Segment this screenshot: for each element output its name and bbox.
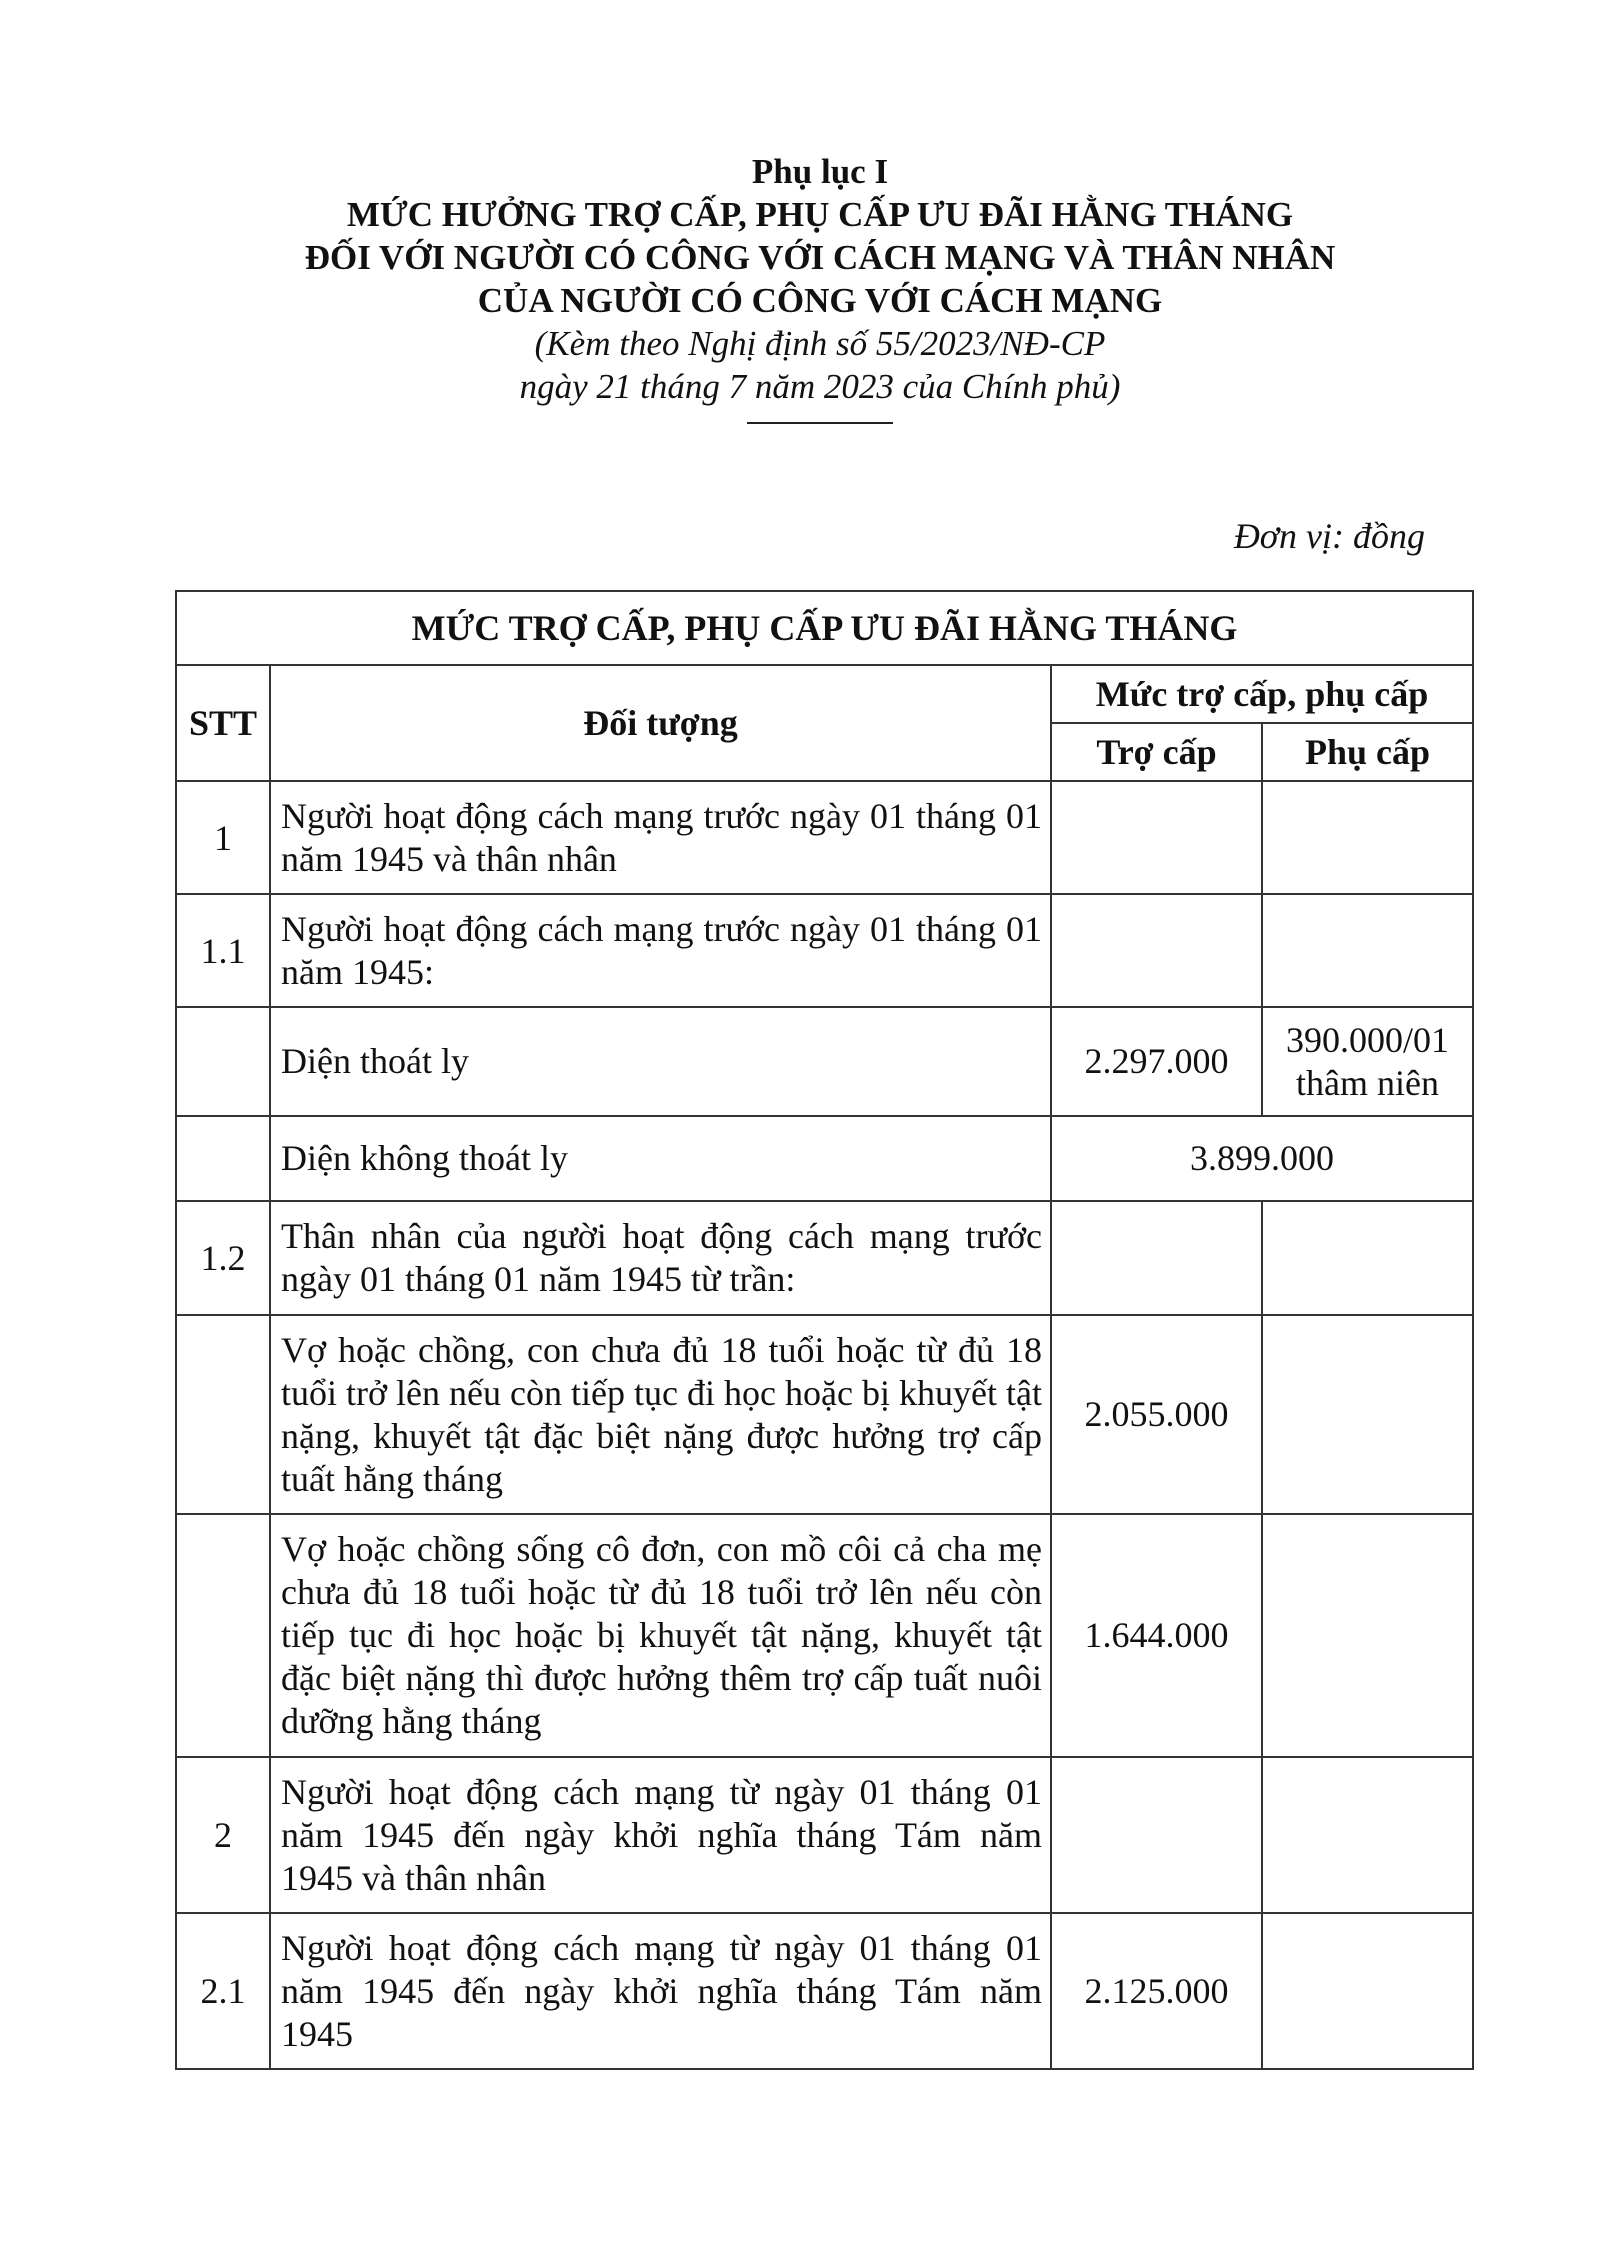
row-stt: 2.1 bbox=[176, 1913, 270, 2069]
title-divider bbox=[747, 422, 893, 424]
title-line-3: CỦA NGƯỜI CÓ CÔNG VỚI CÁCH MẠNG bbox=[477, 281, 1163, 320]
table-row bbox=[176, 1913, 1473, 2069]
row-stt bbox=[176, 1007, 270, 1116]
row-object: Vợ hoặc chồng, con chưa đủ 18 tuổi hoặc từ đủ 18 tuổi trở lên nếu còn tiếp tục đi học hoặc bị khuyết tật nặng, khuyết tật đặc biệt nặng được hưởng trợ cấp tuất hằng tháng bbox=[270, 1315, 1051, 1514]
row-subsidy bbox=[1262, 1913, 1473, 2069]
allowance-table bbox=[175, 590, 1474, 2070]
row-allowance bbox=[1051, 894, 1262, 1007]
row-allowance bbox=[1051, 781, 1262, 894]
header-object: Đối tượng bbox=[270, 665, 1051, 781]
row-object: Diện thoát ly bbox=[270, 1007, 1051, 1116]
decree-line-1: (Kèm theo Nghị định số 55/2023/NĐ-CP bbox=[534, 324, 1106, 363]
row-stt bbox=[176, 1116, 270, 1201]
row-subsidy bbox=[1262, 1201, 1473, 1315]
row-subsidy bbox=[1262, 781, 1473, 894]
row-stt: 1.2 bbox=[176, 1201, 270, 1315]
row-object: Diện không thoát ly bbox=[270, 1116, 1051, 1201]
row-subsidy bbox=[1262, 1007, 1473, 1116]
decree-line-2: ngày 21 tháng 7 năm 2023 của Chính phủ) bbox=[519, 367, 1121, 406]
document-heading bbox=[0, 150, 1600, 424]
appendix-label: Phụ lục I bbox=[751, 152, 889, 191]
row-allowance: 2.297.000 bbox=[1051, 1007, 1262, 1116]
row-subsidy bbox=[1262, 1315, 1473, 1514]
row-object: Người hoạt động cách mạng từ ngày 01 tháng 01 năm 1945 đến ngày khởi nghĩa tháng Tám năm 1945 và thân nhân bbox=[270, 1757, 1051, 1913]
row-object: Người hoạt động cách mạng trước ngày 01 tháng 01 năm 1945 và thân nhân bbox=[270, 781, 1051, 894]
header-allowance: Trợ cấp bbox=[1051, 723, 1262, 781]
table-row bbox=[176, 1514, 1473, 1757]
table-row bbox=[176, 1201, 1473, 1315]
table-row bbox=[176, 1757, 1473, 1913]
row-subsidy bbox=[1262, 1514, 1473, 1757]
title-line-2: ĐỐI VỚI NGƯỜI CÓ CÔNG VỚI CÁCH MẠNG VÀ THÂN NHÂN bbox=[304, 238, 1336, 277]
row-object: Người hoạt động cách mạng trước ngày 01 tháng 01 năm 1945: bbox=[270, 894, 1051, 1007]
row-stt bbox=[176, 1315, 270, 1514]
row-stt: 1 bbox=[176, 781, 270, 894]
row-allowance: 1.644.000 bbox=[1051, 1514, 1262, 1757]
header-subsidy: Phụ cấp bbox=[1262, 723, 1473, 781]
unit-label: Đơn vị: đồng bbox=[1233, 516, 1425, 556]
row-allowance: 2.055.000 bbox=[1051, 1315, 1262, 1514]
row-object: Vợ hoặc chồng sống cô đơn, con mồ côi cả cha mẹ chưa đủ 18 tuổi hoặc từ đủ 18 tuổi trở lên nếu còn tiếp tục đi học hoặc bị khuyết tật nặng, khuyết tật đặc biệt nặng thì được hưởng thêm trợ cấp tuất nuôi dưỡng hằng tháng bbox=[270, 1514, 1051, 1757]
row-stt: 1.1 bbox=[176, 894, 270, 1007]
row-stt bbox=[176, 1514, 270, 1757]
table-row bbox=[176, 1007, 1473, 1116]
header-row-1 bbox=[176, 665, 1473, 723]
row-allowance bbox=[1051, 1201, 1262, 1315]
table-row bbox=[176, 1116, 1473, 1201]
row-allowance: 2.125.000 bbox=[1051, 1913, 1262, 2069]
row-stt: 2 bbox=[176, 1757, 270, 1913]
row-merged-amount: 3.899.000 bbox=[1051, 1116, 1473, 1201]
table-row bbox=[176, 894, 1473, 1007]
row-subsidy bbox=[1262, 1757, 1473, 1913]
row-subsidy bbox=[1262, 894, 1473, 1007]
row-subsidy-line-1: 390.000/01 bbox=[1285, 1019, 1449, 1060]
row-subsidy-line-2: thâm niên bbox=[1296, 1062, 1439, 1103]
table-title: MỨC TRỢ CẤP, PHỤ CẤP ƯU ĐÃI HẰNG THÁNG bbox=[176, 591, 1473, 665]
row-object: Người hoạt động cách mạng từ ngày 01 tháng 01 năm 1945 đến ngày khởi nghĩa tháng Tám năm 1945 bbox=[270, 1913, 1051, 2069]
title-line-1: MỨC HƯỞNG TRỢ CẤP, PHỤ CẤP ƯU ĐÃI HẰNG THÁNG bbox=[346, 195, 1294, 234]
header-amount-group: Mức trợ cấp, phụ cấp bbox=[1051, 665, 1473, 723]
table-row bbox=[176, 1315, 1473, 1514]
table-title-row bbox=[176, 591, 1473, 665]
row-allowance bbox=[1051, 1757, 1262, 1913]
row-object: Thân nhân của người hoạt động cách mạng trước ngày 01 tháng 01 năm 1945 từ trần: bbox=[270, 1201, 1051, 1315]
table-row bbox=[176, 781, 1473, 894]
header-stt: STT bbox=[176, 665, 270, 781]
